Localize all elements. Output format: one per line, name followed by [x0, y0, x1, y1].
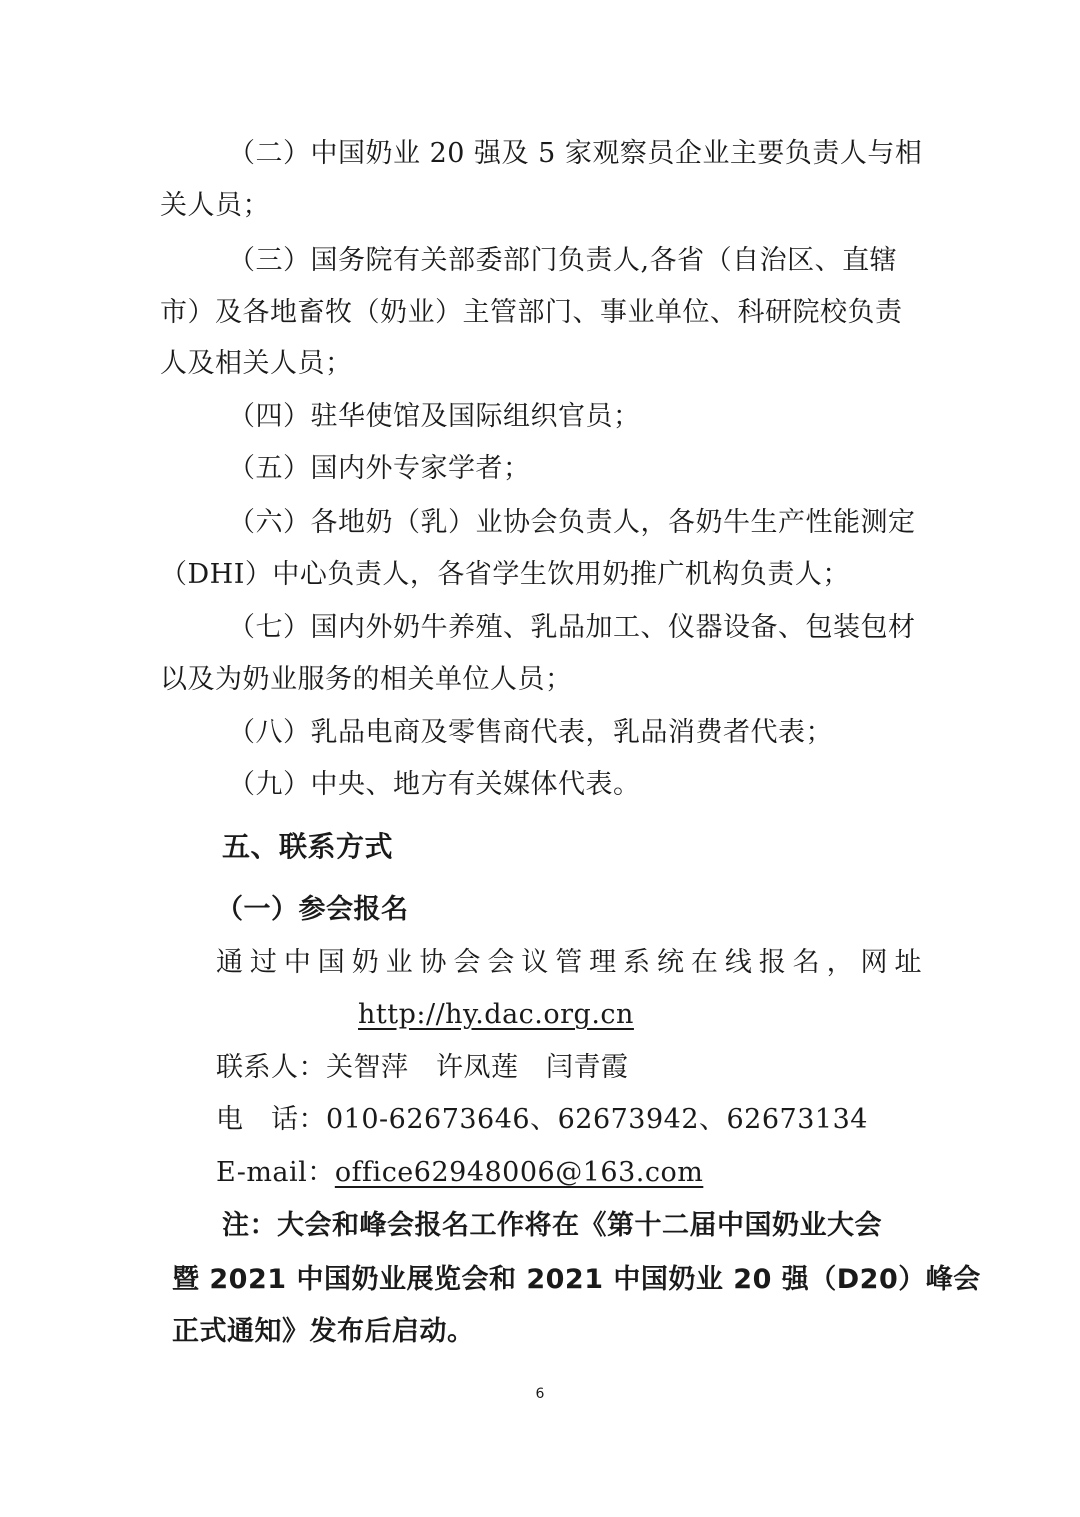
participant-item-6-line-1: （六）各地奶（乳）业协会负责人，各奶牛生产性能测定 [228, 507, 916, 538]
participant-item-3-line-2: 市）及各地畜牧（奶业）主管部门、事业单位、科研院校负责 [160, 297, 903, 328]
page-number: 6 [535, 1386, 545, 1402]
email-link[interactable]: office62948006@163.com [334, 1157, 704, 1188]
online-registration-char: 议 [521, 947, 549, 978]
participant-item-2-line-1: （二）中国奶业 20 强及 5 家观察员企业主要负责人与相 [228, 138, 923, 169]
participant-item-3-line-3: 人及相关人员； [160, 348, 353, 379]
online-registration-char: 名 [792, 947, 821, 978]
participant-item-4: （四）驻华使馆及国际组织官员； [228, 401, 641, 432]
online-registration-char: 报 [758, 947, 787, 978]
email-row [216, 1155, 703, 1191]
online-registration-char: 会 [487, 947, 515, 978]
online-registration-char: 业 [385, 947, 414, 978]
online-registration-char: 线 [724, 947, 753, 978]
contacts-names: 关智萍 许凤莲 闫青霞 [326, 1052, 629, 1083]
participant-item-3-line-1: （三）国务院有关部委部门负责人,各省（自治区、直辖 [228, 245, 898, 276]
online-registration-char: 系 [623, 947, 651, 978]
participant-item-9: （九）中央、地方有关媒体代表。 [228, 769, 641, 800]
online-registration-char: 网 [860, 947, 889, 978]
subsection-heading-registration: （一）参会报名 [216, 894, 409, 925]
participant-item-5: （五）国内外专家学者； [228, 453, 531, 484]
note-line-2: 暨 2021 中国奶业展览会和 2021 中国奶业 20 强（D20）峰会 [172, 1264, 981, 1295]
participant-item-7-line-2: 以及为奶业服务的相关单位人员； [160, 664, 573, 695]
registration-url-link[interactable]: http://hy.dac.org.cn [358, 999, 634, 1030]
online-registration-char: 中 [283, 947, 312, 978]
phone-numbers: 010-62673646、62673942、62673134 [326, 1104, 868, 1135]
online-registration-char: 管 [555, 947, 583, 978]
online-registration-char: 奶 [351, 947, 380, 978]
participant-item-2-line-2: 关人员； [160, 190, 270, 221]
online-registration-char: 会 [453, 947, 481, 978]
online-registration-char: 址 [894, 947, 922, 978]
email-label: E-mail： [216, 1157, 335, 1188]
note-line-3: 正式通知》发布后启动。 [172, 1316, 475, 1347]
contacts-label: 联系人： [216, 1052, 326, 1083]
online-registration-char: 统 [656, 947, 685, 978]
online-registration-char: 国 [317, 947, 346, 978]
participant-item-6-line-2: （DHI）中心负责人，各省学生饮用奶推广机构负责人； [160, 559, 850, 590]
contacts-row [216, 1050, 629, 1086]
phone-label: 电 话： [216, 1104, 326, 1135]
online-registration-text [216, 945, 922, 981]
online-registration-char: 在 [690, 947, 719, 978]
section-heading-contact: 五、联系方式 [222, 830, 394, 863]
phone-row [216, 1102, 868, 1138]
online-registration-char: 协 [419, 947, 448, 978]
online-registration-char: 理 [589, 947, 617, 978]
online-registration-char: ， [826, 947, 855, 978]
online-registration-char: 通 [216, 947, 244, 978]
participant-item-7-line-1: （七）国内外奶牛养殖、乳品加工、仪器设备、包装包材 [228, 612, 916, 643]
note-line-1: 注：大会和峰会报名工作将在《第十二届中国奶业大会 [222, 1210, 882, 1241]
participant-item-8: （八）乳品电商及零售商代表，乳品消费者代表； [228, 717, 833, 748]
online-registration-char: 过 [249, 947, 278, 978]
